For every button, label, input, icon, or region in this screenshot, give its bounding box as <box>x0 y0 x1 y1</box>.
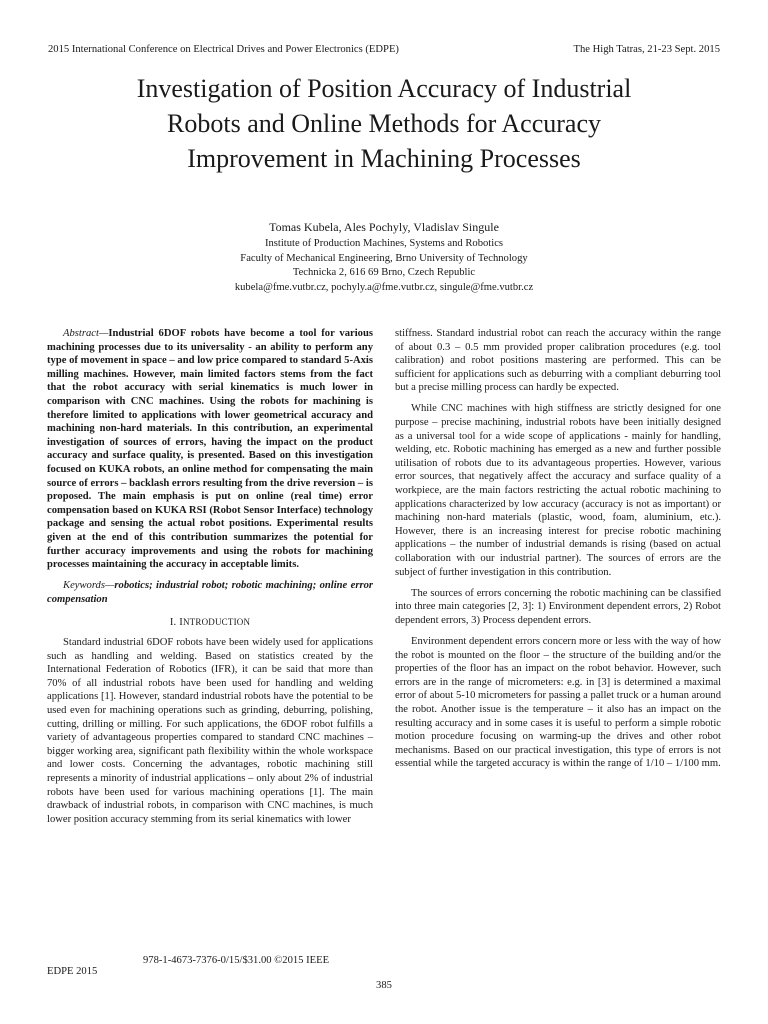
keywords-paragraph <box>47 579 373 606</box>
title-line: Robots and Online Methods for Accuracy <box>167 109 601 138</box>
body-paragraph: stiffness. Standard industrial robot can reach the accuracy within the range of about 0.3 – 0.5 mm provided proper calibration procedures (e.g. tool calibration) and robot positions mastering are performed. This can be sufficient for applications such as deburring with a compliant deburring tool but a precise milling process can hardly be expected. <box>395 328 721 394</box>
abstract-text: Industrial 6DOF robots have become a tool for various machining processes due to its universality - an ability to perform any type of movement in space – and low price compared to standard 5-Axis milling machines. However, main limited factors stems from the fact that the robot accuracy with serial kinematics is much lower in comparison with CNC machines. Using the robots for machining is therefore limited to applications with lower geometrical accuracy and machining non-hard materials. In this contribution, an experimental investigation of sources of errors, having the impact on the product accuracy and surface quality, is presented. Based on this investigation focused on KUKA robots, an online method for compensating the main source of errors – backlash errors resulting from the drive reversion – is proposed. The main emphasis is put on online (real time) error compensation based on KUKA RSI (Robot Sensor Interface) technology package and sensing the actual robot positions. Experimental results given at the end of this contribution summarizes the potential for further accuracy improvements and using the robots for machining processes maintaining the accuracy in acceptable limits. <box>47 328 373 571</box>
footer-venue: EDPE 2015 <box>47 966 98 977</box>
author-list: Tomas Kubela, Ales Pochyly, Vladislav Singule <box>269 220 499 234</box>
keywords-text: robotics; industrial robot; robotic machining; online error compensation <box>47 580 373 605</box>
affiliation-institute: Institute of Production Machines, Systems and Robotics <box>264 238 504 249</box>
body-paragraph: The sources of errors concerning the robotic machining can be classified into three main categories [2, 3]: 1) Environment dependent errors, 2) Robot dependent errors, 3) Process dependent errors. <box>395 587 721 626</box>
running-header-location-date: The High Tatras, 21-23 Sept. 2015 <box>573 44 720 55</box>
paper-title <box>40 71 728 176</box>
copyright-notice: 978-1-4673-7376-0/15/$31.00 ©2015 IEEE <box>143 955 330 966</box>
page-number: 385 <box>376 980 392 991</box>
running-header-conference: 2015 International Conference on Electrical Drives and Power Electronics (EDPE) <box>48 44 399 55</box>
affiliation-faculty: Faculty of Mechanical Engineering, Brno University of Technology <box>240 252 528 264</box>
affiliation-address: Technicka 2, 616 69 Brno, Czech Republic <box>292 267 476 278</box>
left-column <box>47 327 373 834</box>
abstract-label: Abstract— <box>63 328 109 339</box>
section-heading-introduction <box>47 616 373 630</box>
title-line: Investigation of Position Accuracy of Industrial <box>136 74 632 103</box>
affiliation-block <box>0 237 768 295</box>
section-title-rest: NTRODUCTION <box>182 617 251 628</box>
body-paragraph: Standard industrial 6DOF robots have been widely used for applications such as handling and welding. Based on statistics created by the International Federation of Robotics (IFR), it can be said that more than 70% of all industrial robots have been used for handling and welding applications [1]. However, standard industrial robots have the potential to be used even for machining operations such as grinding, deburring, polishing, cutting, drilling or milling. For such applications, the 6DOF robot fulfills a variety of advantageous properties compared to standard CNC machines – bigger working area, significant path flexibility within the whole workspace and lower costs. Concerning the advantages, robotic machining still represents a minority of industrial applications – only about 2% of industrial robots have been used for various machining operations [1]. The main drawback of industrial robots, in comparison with CNC machines, is much lower position accuracy stemming from its serial kinematics with lower <box>47 636 373 825</box>
section-number: I. <box>169 617 177 629</box>
body-paragraph: While CNC machines with high stiffness are strictly designed for one purpose – precise machining, industrial robots have been initially designed as a universal tool for a wide scope of applications - mainly for handling, welding, etc. Robotic machining has emerged as a new and further possible utilisation of robots due to its advantageous properties. However, various error sources, that negatively affect the accuracy and surface quality of a workpiece, are the main factors restricting the actual robotic machining to applications characterized by low accuracy (accuracy is not as important) or machining non-hard materials (plastic, wood, foam, aluminium, etc.). However, there is an increasing interest for precise robotic machining applications – the number of industrial demands is rising (based on actual collaboration with our industrial partner). The sources of errors are the subject of further investigation in this contribution. <box>395 403 721 578</box>
section-initial: I <box>179 617 183 629</box>
right-column <box>395 327 721 778</box>
affiliation-emails: kubela@fme.vutbr.cz, pochyly.a@fme.vutbr.cz, singule@fme.vutbr.cz <box>234 281 534 293</box>
abstract-paragraph <box>47 327 373 572</box>
title-line: Improvement in Machining Processes <box>187 144 581 173</box>
keywords-label: Keywords— <box>63 580 115 592</box>
body-paragraph: Environment dependent errors concern more or less with the way of how the robot is mounted on the floor – the structure of the building and/or the properties of the floor has an impact on the robot behavior. However, such errors are in the range of micrometers: e.g. in [3] is determined a maximal error of about 5-10 micrometers for passing a pallet truck or a human around the robot. Another issue is the temperature – it also has an impact on the resulting accuracy and in some cases it is useful to perform a simple robotic motion procedure focusing on warming-up the drives and other robot mechanisms. Based on our practical investigation, this type of errors is not essential while the targeted accuracy is within the range of 1/10 – 1/100 mm. <box>395 635 721 770</box>
